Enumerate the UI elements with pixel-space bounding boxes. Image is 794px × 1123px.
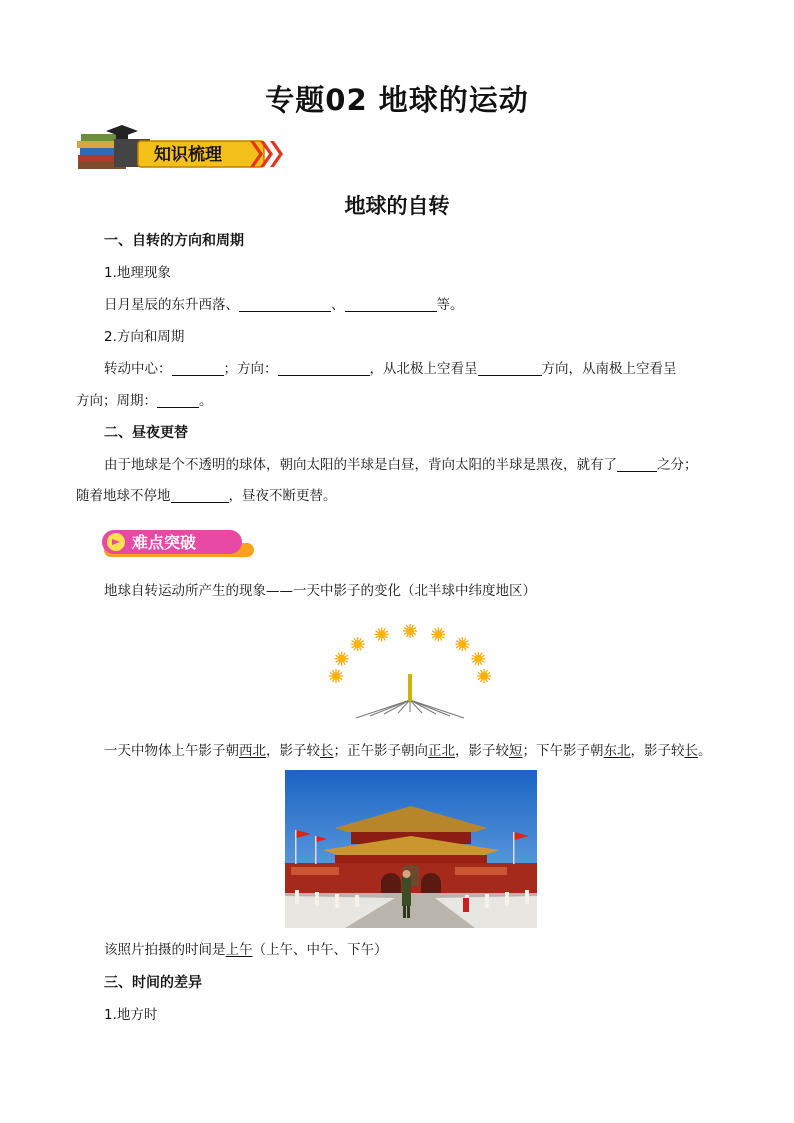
knowledge-banner bbox=[76, 125, 288, 173]
sun-icon bbox=[335, 652, 349, 666]
pole-icon bbox=[408, 674, 412, 701]
shadow-sentence: 一天中物体上午影子朝西北，影子较长；正午影子朝向正北，影子较短；下午影子朝东北，影子较长。 bbox=[104, 743, 712, 759]
sun-icon bbox=[329, 669, 343, 683]
difficulty-badge bbox=[100, 527, 256, 561]
heading-rotation: 一、自转的方向和周期 bbox=[104, 233, 244, 249]
sun-icon bbox=[375, 627, 389, 641]
guard-figure bbox=[402, 876, 411, 906]
page-title: 专题02 地球的运动 bbox=[265, 83, 529, 117]
sun-path-diagram bbox=[320, 610, 500, 722]
blank-field[interactable] bbox=[239, 297, 331, 312]
blank-field[interactable] bbox=[171, 488, 229, 503]
blank-field[interactable] bbox=[478, 361, 542, 376]
sun-icon bbox=[431, 627, 445, 641]
sun-icon bbox=[477, 669, 491, 683]
blank-field[interactable] bbox=[278, 361, 370, 376]
paragraph-direction-cont: 方向；周期： 。 bbox=[76, 393, 213, 409]
section-title: 地球的自转 bbox=[344, 194, 450, 218]
subheading-direction: 2.方向和周期 bbox=[104, 329, 185, 345]
blank-field[interactable] bbox=[157, 393, 199, 408]
heading-time-difference: 三、时间的差异 bbox=[104, 975, 202, 991]
photo-caption: 该照片拍摄的时间是上午（上午、中午、下午） bbox=[104, 942, 388, 958]
paragraph-day-night-cont: 随着地球不停地 ，昼夜不断更替。 bbox=[76, 488, 337, 504]
paragraph-day-night: 由于地球是个不透明的球体，朝向太阳的半球是白昼，背向太阳的半球是黑夜，就有了 之分； bbox=[104, 457, 698, 473]
blank-field[interactable] bbox=[345, 297, 437, 312]
sun-icon bbox=[471, 652, 485, 666]
heading-day-night: 二、昼夜更替 bbox=[104, 425, 188, 441]
sun-icon bbox=[403, 624, 417, 638]
badge-label: 难点突破 bbox=[132, 533, 197, 552]
blank-field[interactable] bbox=[172, 361, 224, 376]
blank-field[interactable] bbox=[617, 457, 657, 472]
paragraph-direction: 转动中心： ；方向： ，从北极上空看呈 方向，从南极上空看呈 bbox=[104, 361, 677, 377]
subheading-phenomena: 1.地理现象 bbox=[104, 265, 171, 281]
banner-label: 知识梳理 bbox=[154, 145, 222, 165]
sun-icon bbox=[455, 637, 469, 651]
tiananmen-photo bbox=[285, 770, 537, 928]
subheading-local-time: 1.地方时 bbox=[104, 1007, 158, 1023]
shadow-rays bbox=[356, 700, 464, 718]
sun-icon bbox=[351, 637, 365, 651]
shadow-intro: 地球自转运动所产生的现象——一天中影子的变化（北半球中纬度地区） bbox=[104, 583, 536, 599]
paragraph-phenomena: 日月星辰的东升西落、 、 等。 bbox=[104, 297, 464, 313]
